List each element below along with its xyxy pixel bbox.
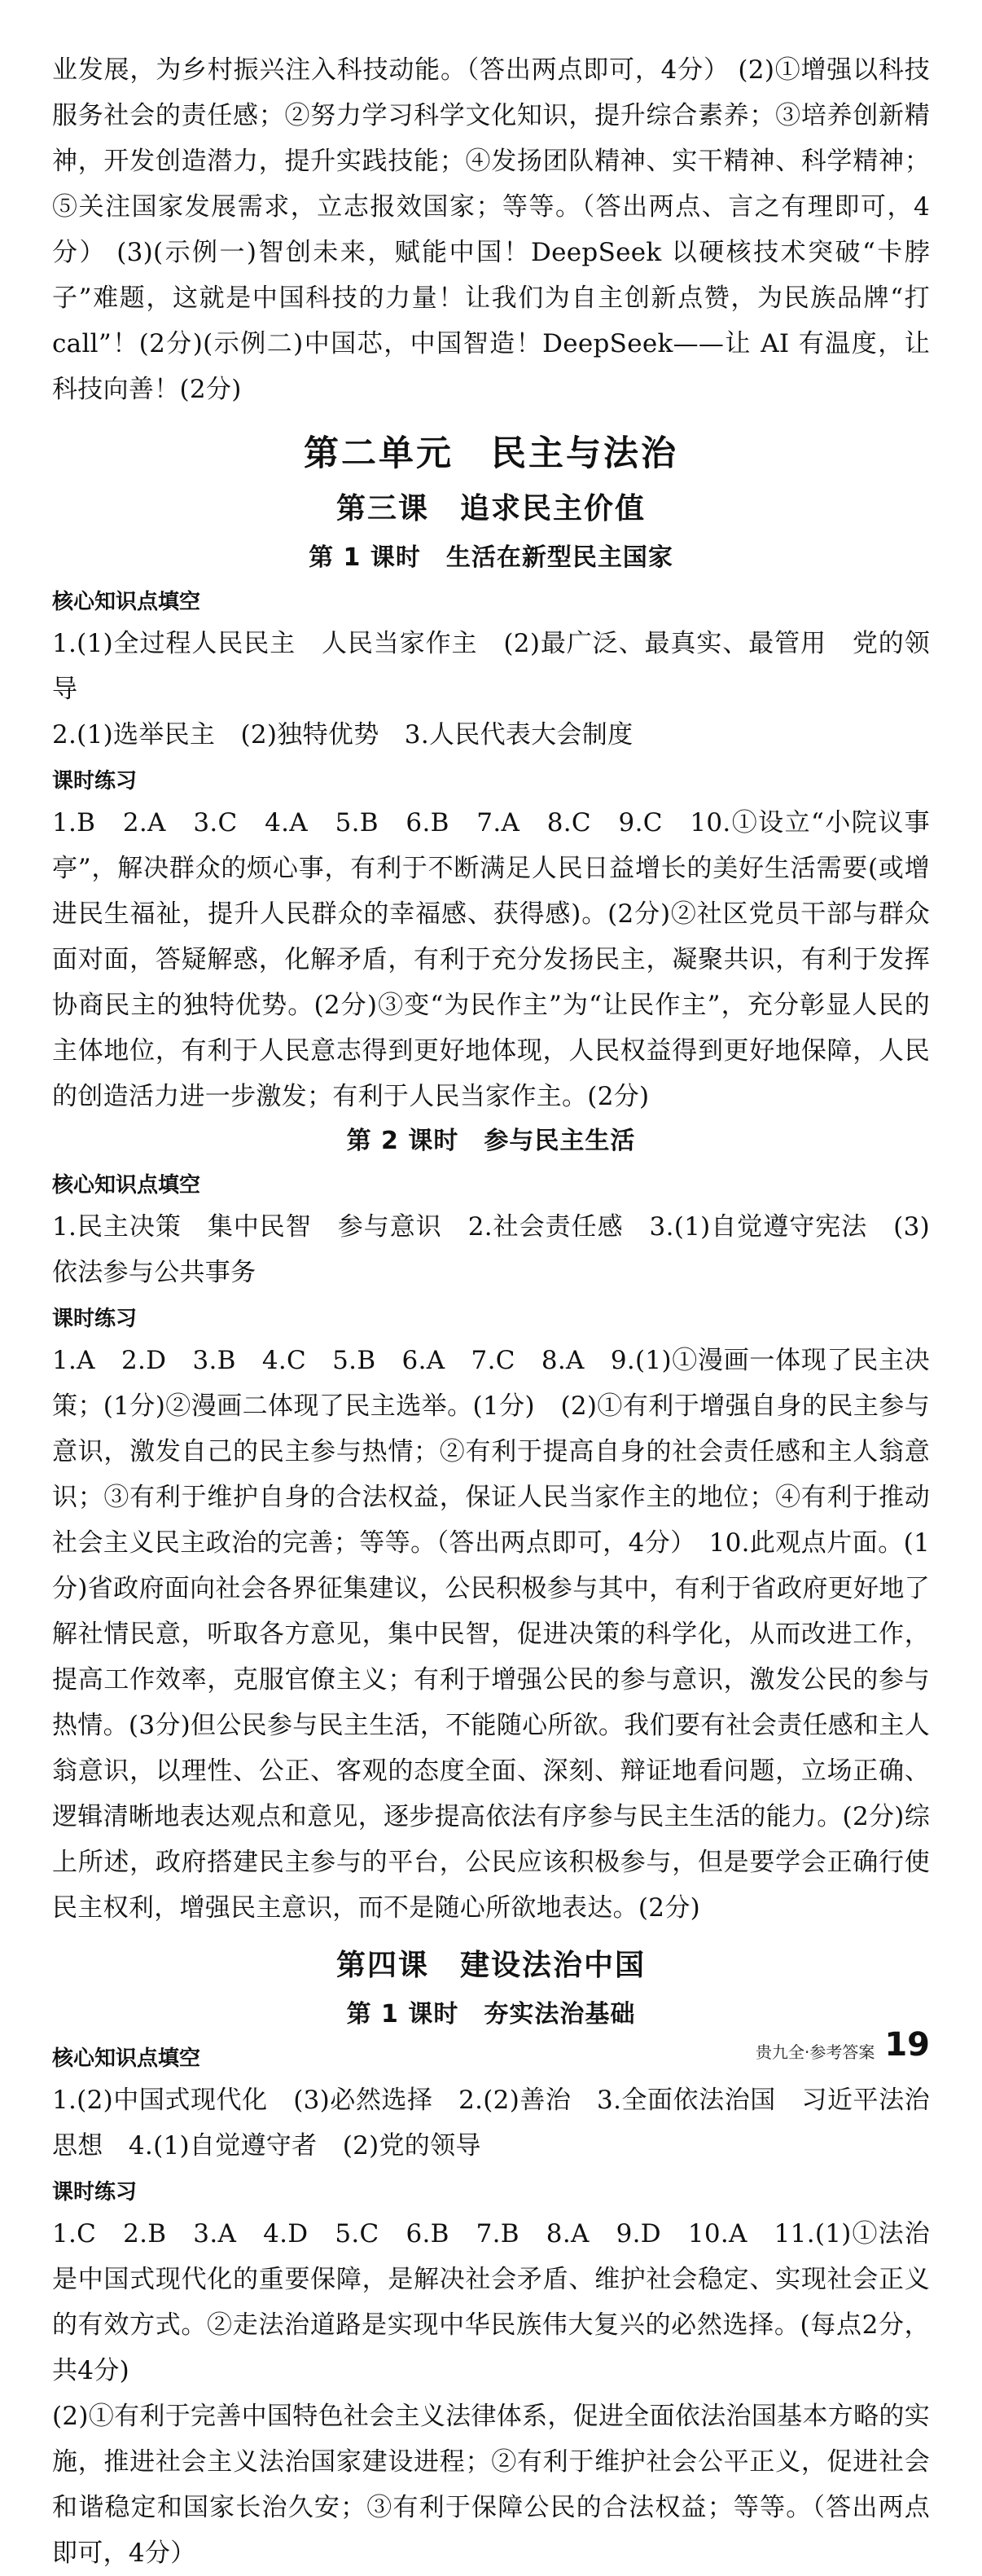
unit-title: 第二单元 民主与法治 — [304, 433, 678, 474]
practice-answers: 1.A 2.D 3.B 4.C 5.B 6.A 7.C 8.A 9.(1)①漫画一体现了民主决策；(1分)②漫画二体现了民主选举。(1分) (2)①有利于增强自身的民主参与意识，激发自己的民主参与热情；②有利于提高自身的社会责任感和主人翁意识；③有利于维护自身的合法权益，保证人民当家作主的地位；④有利于推动社会主义民主政治的完善；等等。（答出两点即可，4分） 10.此观点片面。(1分)省政府面向社会各界征集建议，公民积极参与其中，有利于省政府更好地了解社情民意，听取各方意见，集中民智，促进决策的科学化，从而改进工作，提高工作效率，克服官僚主义；有利于增强公民的参与意识，激发公民的参与热情。(3分)但公民参与民主生活，不能随心所欲。我们要有社会责任感和主人翁意识，以理性、公正、客观的态度全面、深刻、辩证地看问题，立场正确、逻辑清晰地表达观点和意见，逐步提高依法有序参与民主生活的能力。(2分)综上所述，政府搭建民主参与的平台，公民应该积极参与，但是要学会正确行使民主权利，增强民主意识，而不是随心所欲地表达。(2分) — [52, 1346, 930, 1923]
lesson-4-title: 第四课 建设法治中国 — [335, 1949, 646, 1982]
knowledge-heading: 核心知识点填空 — [52, 2046, 201, 2071]
knowledge-heading: 核心知识点填空 — [52, 590, 201, 614]
knowledge-answers: 2.(1)选举民主 (2)独特优势 3.人民代表大会制度 — [52, 720, 633, 750]
continued-answer-paragraph: 业发展，为乡村振兴注入科技动能。（答出两点即可，4分） (2)①增强以科技服务社会的责任感；②努力学习科学文化知识，提升综合素养；③培养创新精神，开发创造潜力，提升实践技能；④发扬团队精神、实干精神、科学精神；⑤关注国家发展需求，立志报效国家；等等。（答出两点、言之有理即可，4分） (3)(示例一)智创未来，赋能中国！DeepSeek 以硬核技术突破“卡脖子”难题，这就是中国科技的力量！让我们为自主创新点赞，为民族品牌“打 call”！(2分)(示例二)中国芯，中国智造！DeepSeek——让 AI 有温度，让科技向善！(2分) — [52, 55, 930, 404]
page-footer — [756, 2026, 930, 2064]
practice-heading: 课时练习 — [52, 769, 138, 793]
lesson-3-period-2-title: 第 2 课时 参与民主生活 — [346, 1127, 636, 1155]
practice-heading: 课时练习 — [52, 1307, 138, 1331]
knowledge-answers: 1.(1)全过程人民民主 人民当家作主 (2)最广泛、最真实、最管用 党的领导 — [52, 629, 930, 704]
lesson-4-period-1-title: 第 1 课时 夯实法治基础 — [346, 2000, 636, 2029]
knowledge-answers: 1.(2)中国式现代化 (3)必然选择 2.(2)善治 3.全面依法治国 习近平法治思想 4.(1)自觉遵守者 (2)党的领导 — [52, 2086, 930, 2161]
practice-answers: (2)①有利于完善中国特色社会主义法律体系，促进全面依法治国基本方略的实施，推进社会主义法治国家建设进程；②有利于维护社会公平正义，促进社会和谐稳定和国家长治久安；③有利于保障公民的合法权益；等等。（答出两点即可，4分） — [52, 2402, 930, 2568]
lesson-3-period-1-title: 第 1 课时 生活在新型民主国家 — [309, 543, 673, 572]
lesson-3-title: 第三课 追求民主价值 — [335, 492, 646, 525]
practice-heading: 课时练习 — [52, 2180, 138, 2205]
footer-label: 贵九全·参考答案 — [755, 2042, 875, 2062]
knowledge-answers: 1.民主决策 集中民智 参与意识 2.社会责任感 3.(1)自觉遵守宪法 (3)依法参与公共事务 — [52, 1212, 930, 1287]
practice-answers: 1.B 2.A 3.C 4.A 5.B 6.B 7.A 8.C 9.C 10.①设立“小院议事亭”，解决群众的烦心事，有利于不断满足人民日益增长的美好生活需要(或增进民生福祉，提升人民群众的幸福感、获得感)。(2分)②社区党员干部与群众面对面，答疑解惑，化解矛盾，有利于充分发扬民主，凝聚共识，有利于发挥协商民主的独特优势。(2分)③变“为民作主”为“让民作主”，充分彰显人民的主体地位，有利于人民意志得到更好地体现，人民权益得到更好地保障，人民的创造活力进一步激发；有利于人民当家作主。(2分) — [52, 808, 930, 1111]
practice-answers: 1.C 2.B 3.A 4.D 5.C 6.B 7.B 8.A 9.D 10.A 11.(1)①法治是中国式现代化的重要保障，是解决社会矛盾、维护社会稳定、实现社会正义的有效方式。②走法治道路是实现中华民族伟大复兴的必然选择。(每点2分，共4分) — [52, 2219, 930, 2385]
knowledge-heading: 核心知识点填空 — [52, 1173, 201, 1198]
page-number: 19 — [884, 2026, 930, 2064]
